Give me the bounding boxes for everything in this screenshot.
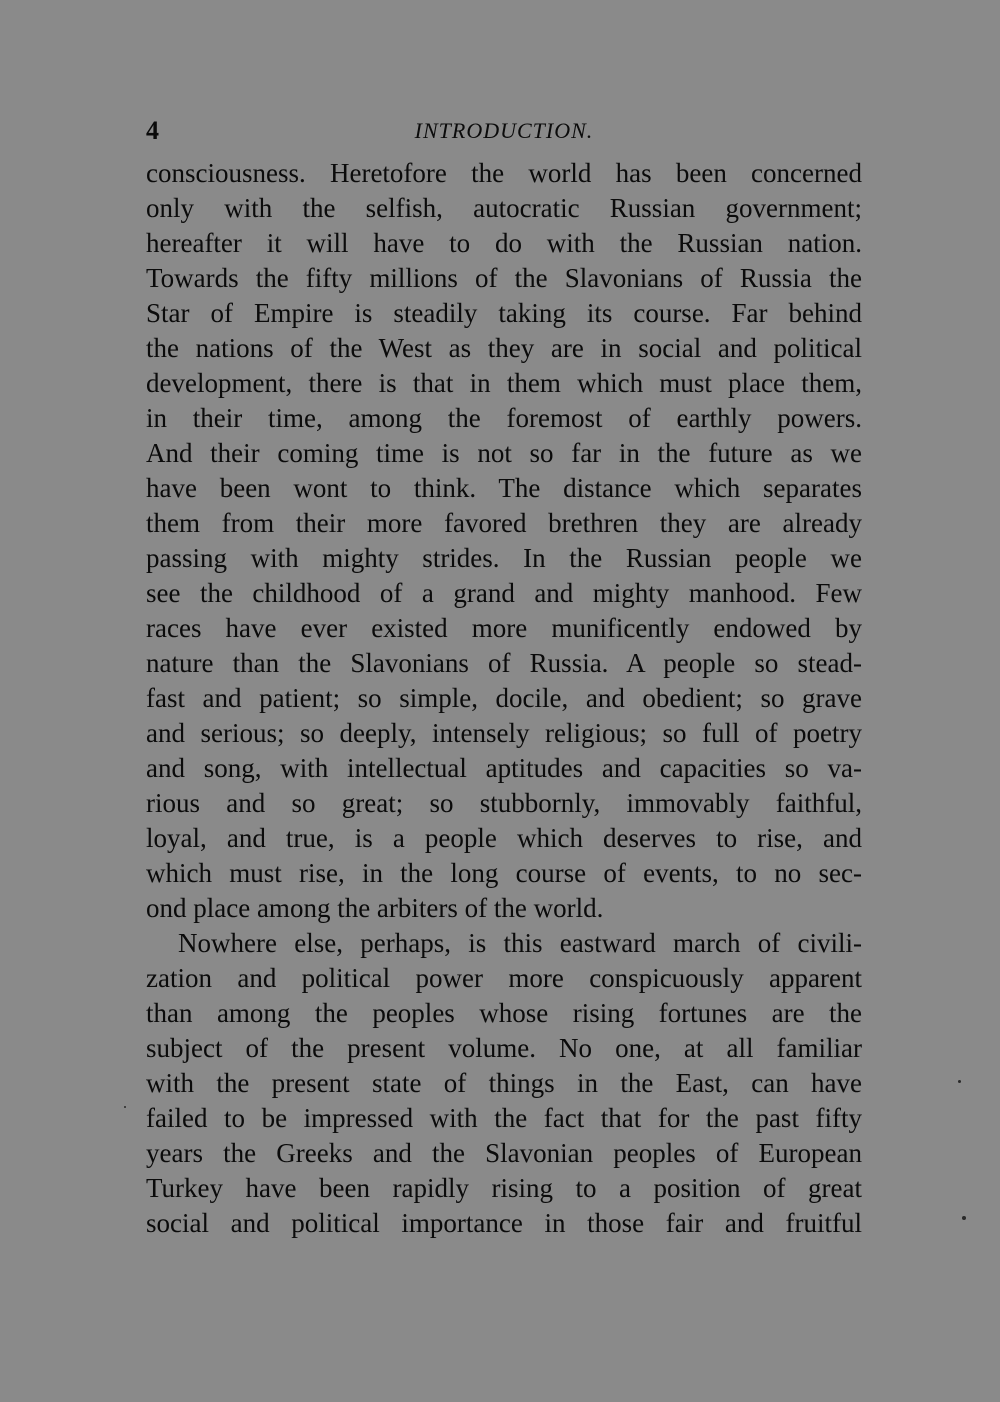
text-line: races have ever existed more munificently endowed by (146, 613, 862, 643)
text-line: fast and patient; so simple, docile, and obedient; so grave (146, 683, 862, 713)
text-line: than among the peoples whose rising fortunes are the (146, 998, 862, 1028)
text-line: Star of Empire is steadily taking its course. Far behind (146, 298, 862, 328)
scan-speck (124, 1106, 126, 1108)
text-line: years the Greeks and the Slavonian peoples of European (146, 1138, 862, 1168)
text-line: them from their more favored brethren they are already (146, 508, 862, 538)
scan-speck (962, 1216, 966, 1220)
book-page (146, 112, 862, 1241)
text-line: and serious; so deeply, intensely religious; so full of poetry (146, 718, 862, 748)
text-line: ond place among the arbiters of the world. (146, 893, 604, 923)
paragraph-2 (146, 926, 862, 1241)
text-line: development, there is that in them which must place them, (146, 368, 862, 398)
text-line: social and political importance in those fair and fruitful (146, 1208, 862, 1238)
text-line: and song, with intellectual aptitudes and capacities so va- (146, 753, 862, 783)
text-line: with the present state of things in the East, can have (146, 1068, 862, 1098)
text-line: only with the selfish, autocratic Russian government; (146, 193, 862, 223)
text-line: which must rise, in the long course of events, to no sec- (146, 858, 862, 888)
text-line: And their coming time is not so far in the future as we (146, 438, 862, 468)
text-line: rious and so great; so stubbornly, immovably faithful, (146, 788, 862, 818)
page-number: 4 (146, 116, 159, 145)
text-line: passing with mighty strides. In the Russian people we (146, 543, 862, 573)
text-line: loyal, and true, is a people which deserves to rise, and (146, 823, 862, 853)
text-line: subject of the present volume. No one, at all familiar (146, 1033, 862, 1063)
paragraph-1 (146, 156, 862, 926)
scan-speck (958, 1080, 961, 1083)
text-line: Towards the fifty millions of the Slavonians of Russia the (146, 263, 862, 293)
text-line: see the childhood of a grand and mighty manhood. Few (146, 578, 862, 608)
running-head (146, 112, 862, 156)
text-line: zation and political power more conspicuously apparent (146, 963, 862, 993)
text-line: Turkey have been rapidly rising to a position of great (146, 1173, 862, 1203)
running-head-title: INTRODUCTION. (414, 118, 594, 143)
text-line: in their time, among the foremost of earthly powers. (146, 403, 862, 433)
text-line: the nations of the West as they are in social and political (146, 333, 862, 363)
text-line: have been wont to think. The distance which separates (146, 473, 862, 503)
text-line: Nowhere else, perhaps, is this eastward march of civili- (178, 928, 862, 958)
text-line: consciousness. Heretofore the world has been concerned (146, 158, 862, 188)
text-line: hereafter it will have to do with the Russian nation. (146, 228, 862, 258)
text-line: nature than the Slavonians of Russia. A people so stead- (146, 648, 862, 678)
text-line: failed to be impressed with the fact that for the past fifty (146, 1103, 862, 1133)
